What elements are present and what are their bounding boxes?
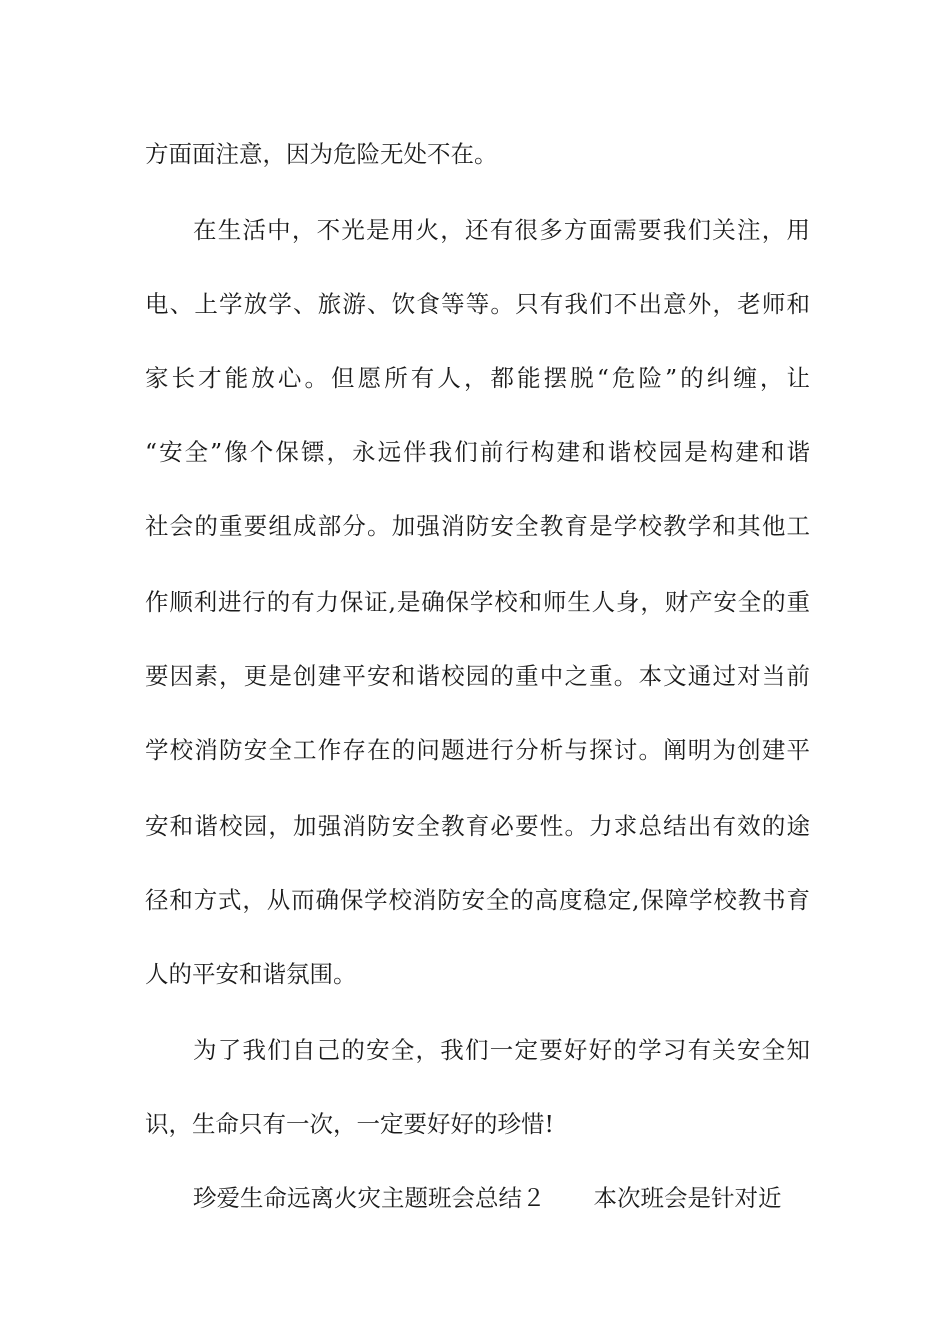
text-line: 安和谐校园，加强消防安全教育必要性。力求总结出有效的途 <box>145 812 810 840</box>
text-fragment: 本次班会是针对近 <box>593 1184 782 1212</box>
text-line: “安全”像个保镖，永远伴我们前行构建和谐校园是构建和谐 <box>145 438 810 466</box>
text-line: 人的平安和谐氛围。 <box>145 960 357 988</box>
text-line: 作顺利进行的有力保证,是确保学校和师生人身，财产安全的重 <box>145 588 810 616</box>
text-line: 识，生命只有一次，一定要好好的珍惜! <box>145 1110 554 1138</box>
text-line: 在生活中，不光是用火，还有很多方面需要我们关注，用 <box>193 216 810 244</box>
text-line: 方面面注意，因为危险无处不在。 <box>145 140 498 168</box>
section-heading: 珍爱生命远离火灾主题班会总结２ <box>193 1184 546 1212</box>
text-line: 社会的重要组成部分。加强消防安全教育是学校教学和其他工 <box>145 512 810 540</box>
text-line: 要因素，更是创建平安和谐校园的重中之重。本文通过对当前 <box>145 662 810 690</box>
text-line: 家长才能放心。但愿所有人，都能摆脱“危险”的纠缠，让 <box>145 364 810 392</box>
text-line: 为了我们自己的安全，我们一定要好好的学习有关安全知 <box>193 1036 810 1064</box>
text-line: 学校消防安全工作存在的问题进行分析与探讨。阐明为创建平 <box>145 736 810 764</box>
text-line <box>193 1178 810 1218</box>
text-line: 电、上学放学、旅游、饮食等等。只有我们不出意外，老师和 <box>145 290 810 318</box>
text-line: 径和方式，从而确保学校消防安全的高度稳定,保障学校教书育 <box>145 886 810 914</box>
